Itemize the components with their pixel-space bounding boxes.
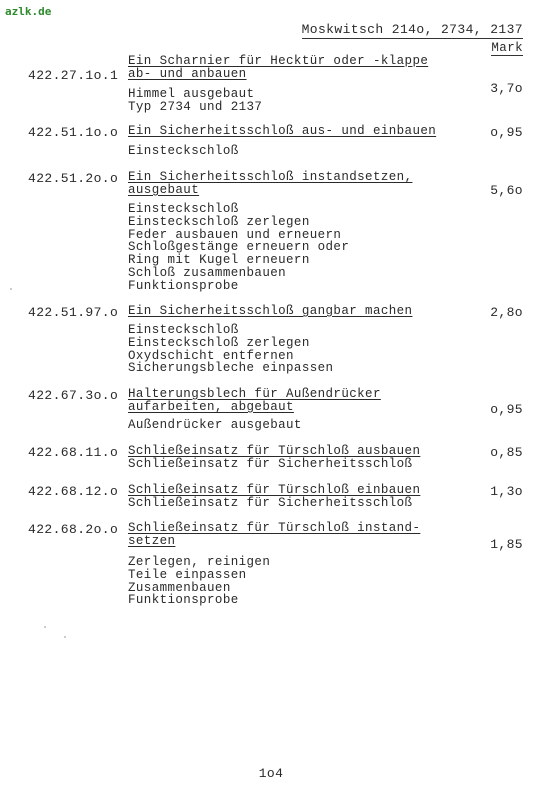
- title-line: Ein Sicherheitsschloß instandsetzen,: [128, 170, 413, 184]
- price-unit-label: Mark: [491, 41, 523, 55]
- watermark: azlk.de: [5, 5, 52, 18]
- operation-code: 422.51.1o.o: [28, 125, 119, 140]
- detail-list: [128, 458, 412, 471]
- detail-list: [128, 497, 412, 510]
- detail-line: Ring mit Kugel erneuern: [128, 253, 310, 268]
- scan-speck: [64, 636, 66, 638]
- detail-line: Schloßgestänge erneuern oder: [128, 240, 350, 255]
- title-line: Schließeinsatz für Türschloß ausbauen: [128, 444, 421, 458]
- detail-list: [128, 324, 333, 375]
- price: o,85: [490, 445, 523, 460]
- detail-line: Funktionsprobe: [128, 593, 239, 608]
- title-line: aufarbeiten, abgebaut: [128, 400, 294, 414]
- detail-line: Einsteckschloß zerlegen: [128, 335, 310, 350]
- price: o,95: [490, 125, 523, 140]
- detail-line: Teile einpassen: [128, 567, 247, 582]
- operation-title: [128, 305, 412, 318]
- operation-title: [128, 171, 412, 197]
- page-number: 1o4: [258, 766, 284, 781]
- detail-list: [128, 556, 270, 607]
- title-line: Halterungsblech für Außendrücker: [128, 387, 381, 401]
- operation-code: 422.68.2o.o: [28, 522, 119, 537]
- title-line: ab- und anbauen: [128, 67, 247, 81]
- price: 1,3o: [490, 484, 523, 499]
- price: 3,7o: [490, 81, 523, 96]
- title-line: setzen: [128, 534, 176, 548]
- operation-title: [128, 55, 428, 81]
- operation-title: [128, 522, 420, 548]
- detail-line: Außendrücker ausgebaut: [128, 418, 302, 432]
- detail-list: [128, 145, 239, 158]
- detail-line: Zerlegen, reinigen: [128, 555, 271, 569]
- detail-line: Himmel ausgebaut: [128, 87, 255, 101]
- price: 1,85: [490, 537, 523, 552]
- detail-line: Schließeinsatz für Sicherheitsschloß: [128, 457, 413, 471]
- detail-line: Sicherungsbleche einpassen: [128, 361, 334, 376]
- detail-list: [128, 203, 349, 293]
- title-line: Ein Sicherheitsschloß gangbar machen: [128, 304, 413, 318]
- operation-code: 422.51.2o.o: [28, 171, 119, 186]
- title-line: Ein Scharnier für Hecktür oder -klappe: [128, 54, 429, 68]
- detail-line: Feder ausbauen und erneuern: [128, 227, 342, 242]
- operation-code: 422.67.3o.o: [28, 388, 119, 403]
- scan-speck: [10, 288, 12, 290]
- operation-code: 422.68.12.o: [28, 484, 119, 499]
- title-line: Ein Sicherheitsschloß aus- und einbauen: [128, 124, 437, 138]
- detail-line: Einsteckschloß zerlegen: [128, 214, 310, 229]
- page-header-model: Moskwitsch 214o, 2734, 2137: [301, 22, 523, 37]
- price: 2,8o: [490, 305, 523, 320]
- detail-line: Einsteckschloß: [128, 323, 239, 337]
- operation-title: [128, 125, 436, 138]
- detail-line: Typ 2734 und 2137: [128, 99, 263, 114]
- price: o,95: [490, 402, 523, 417]
- detail-line: Einsteckschloß: [128, 202, 239, 216]
- detail-line: Einsteckschloß: [128, 144, 239, 158]
- operation-code: 422.68.11.o: [28, 445, 119, 460]
- operation-code: 422.51.97.o: [28, 305, 119, 320]
- title-line: ausgebaut: [128, 183, 200, 197]
- detail-line: Schloß zusammenbauen: [128, 265, 287, 280]
- detail-list: [128, 88, 262, 114]
- title-line: Schließeinsatz für Türschloß einbauen: [128, 483, 421, 497]
- operation-title: [128, 388, 381, 414]
- operation-code: 422.27.1o.1: [28, 68, 119, 83]
- detail-line: Oxydschicht entfernen: [128, 348, 294, 363]
- detail-list: [128, 419, 302, 432]
- detail-line: Funktionsprobe: [128, 278, 239, 293]
- price: 5,6o: [490, 183, 523, 198]
- title-line: Schließeinsatz für Türschloß instand-: [128, 521, 421, 535]
- detail-line: Schließeinsatz für Sicherheitsschloß: [128, 496, 413, 510]
- detail-line: Zusammenbauen: [128, 580, 231, 595]
- scan-speck: [44, 626, 46, 628]
